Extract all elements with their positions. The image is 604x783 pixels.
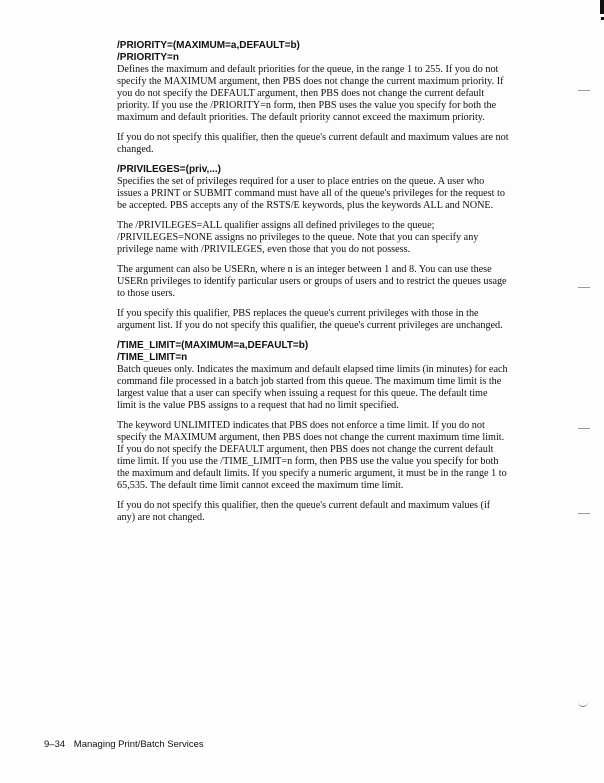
privileges-heading: /PRIVILEGES=(priv,...) <box>117 164 222 175</box>
privileges-paragraph: If you specify this qualifier, PBS replaces the queue's current privileges with those in the argument list. If you do not specify this qualifier, the queue's current privileges are unchanged. <box>117 308 503 331</box>
page-number: 9–34 <box>44 739 66 750</box>
privileges-paragraph: The /PRIVILEGES=ALL qualifier assigns all defined privileges to the queue; /PRIVILEGES=NONE assigns no privileges to the queue. Note that you can specify any privilege name with /PRIVILEGES, even those that you do not possess. <box>117 220 479 255</box>
priority-section <box>117 40 509 156</box>
page-content <box>117 40 509 532</box>
privileges-paragraph: Specifies the set of privileges required for a user to place entries on the queue. A user who issues a PRINT or SUBMIT command must have all of the queue's privileges for the request to be accepted. PBS accepts any of the RSTS/E keywords, plus the keywords ALL and NONE. <box>117 176 505 211</box>
priority-heading: /PRIORITY=(MAXIMUM=a,DEFAULT=b) <box>117 40 300 51</box>
page-footer <box>44 739 204 751</box>
footer-title: Managing Print/Batch Services <box>73 739 204 750</box>
margin-tick <box>578 90 590 91</box>
priority-paragraph: Defines the maximum and default priorities for the queue, in the range 1 to 255. If you do not specify the MAXIMUM argument, then PBS does not change the current maximum priority. If you do not specify the DEFAULT argument, then PBS does not change the current default priority. If you use the /PRIORITY=n form, then PBS uses the value you specify for both the maximum and default priorities. The default priority cannot exceed the maximum priority. <box>117 64 504 123</box>
page-edge-mark <box>600 0 604 14</box>
privileges-section <box>117 164 509 332</box>
time-limit-heading: /TIME_LIMIT=(MAXIMUM=a,DEFAULT=b) <box>117 340 309 351</box>
time-limit-heading-alt: /TIME_LIMIT=n <box>117 352 188 363</box>
privileges-paragraph: The argument can also be USERn, where n is an integer between 1 and 8. You can use these USERn privileges to identify particular users or groups of users and to restrict the queues usage to those users. <box>117 264 507 299</box>
margin-tick <box>578 287 590 288</box>
priority-paragraph: If you do not specify this qualifier, then the queue's current default and maximum values are not changed. <box>117 132 509 155</box>
time-limit-paragraph: The keyword UNLIMITED indicates that PBS does not enforce a time limit. If you do not specify the MAXIMUM argument, then PBS does not change the current maximum time limit. If you do not specify the DEFAULT argument, then PBS does not change the current default time limit. If you use the /TIME_LIMIT=n form, then PBS use the value you specify for both the maximum and default limits. If you specify a numeric argument, it must be in the range 1 to 65,535. The default time limit cannot exceed the maximum time limit. <box>117 420 507 491</box>
margin-tick <box>578 513 590 514</box>
time-limit-section <box>117 340 509 524</box>
time-limit-paragraph: Batch queues only. Indicates the maximum and default elapsed time limits (in minutes) for each command file processed in a batch job started from this queue. The maximum time limit is the largest value that a user can specify when issuing a request for this queue. The default time limit is the value PBS assigns to a request that had no limit specified. <box>117 364 508 411</box>
page-curl-mark <box>578 700 588 707</box>
time-limit-paragraph: If you do not specify this qualifier, then the queue's current default and maximum values (if any) are not changed. <box>117 500 491 523</box>
margin-tick <box>578 428 590 429</box>
priority-heading-alt: /PRIORITY=n <box>117 52 179 63</box>
